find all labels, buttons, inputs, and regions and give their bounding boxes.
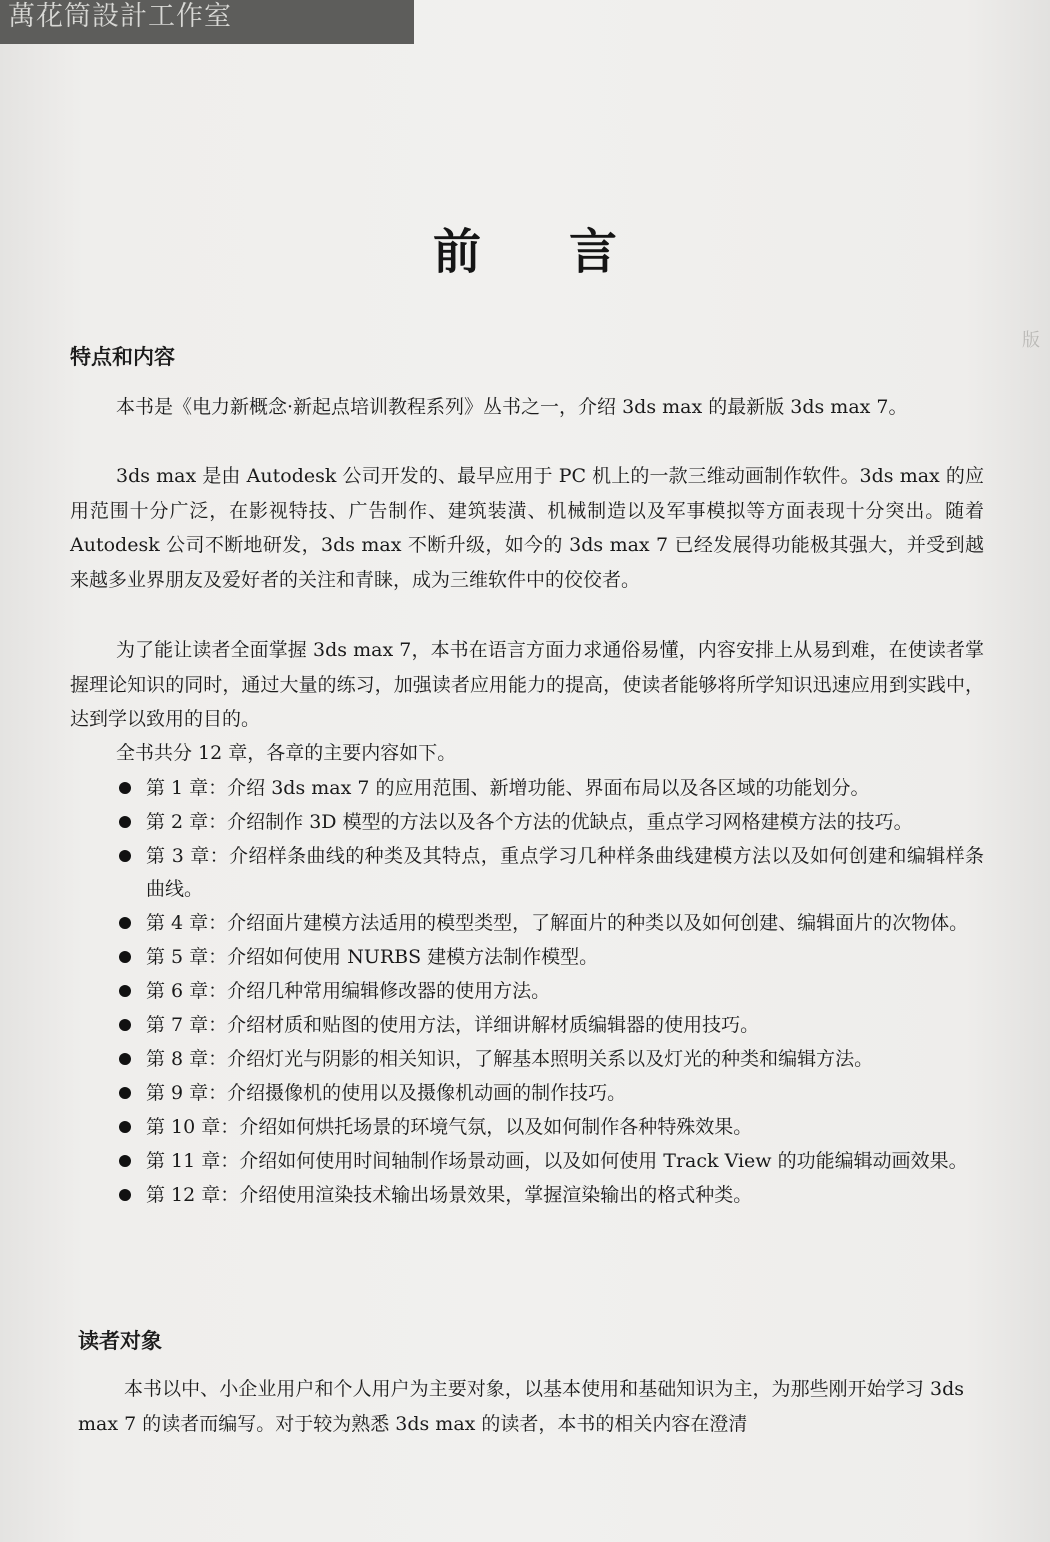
chapter-item [116,1009,984,1042]
chapter-text: 第 6 章：介绍几种常用编辑修改器的使用方法。 [146,979,551,1002]
intro-paragraph-3: 为了能让读者全面掌握 3ds max 7，本书在语言方面力求通俗易懂，内容安排上从易到难，在使读者掌握理论知识的同时，通过大量的练习，加强读者应用能力的提高，使读者能够将所学知识迅速应用到实践中，达到学以致用的目的。 [70,639,984,730]
bullet-dot-icon [119,985,131,997]
audience-paragraph: 本书以中、小企业用户和个人用户为主要对象，以基本使用和基础知识为主，为那些刚开始学习 3ds max 7 的读者而编写。对于较为熟悉 3ds max 的读者，本书的相关内容在澄清 [78,1378,964,1435]
section-heading-features: 特点和内容 [70,345,175,369]
chapter-item [116,772,984,805]
chapter-item [116,941,984,974]
intro-paragraph-1: 本书是《电力新概念·新起点培训教程系列》丛书之一，介绍 3ds max 的最新版 3ds max 7。 [116,396,908,418]
chapter-item [116,1111,984,1144]
chapter-text: 第 12 章：介绍使用渲染技术输出场景效果，掌握渲染输出的格式种类。 [146,1183,753,1206]
chapter-text: 第 8 章：介绍灯光与阴影的相关知识，了解基本照明关系以及灯光的种类和编辑方法。 [146,1047,874,1070]
intro-paragraph-2: 3ds max 是由 Autodesk 公司开发的、最早应用于 PC 机上的一款三维动画制作软件。3ds max 的应用范围十分广泛，在影视特技、广告制作、建筑装潢、机械制造以及军事模拟等方面表现十分突出。随着 Autodesk 公司不断地研发，3ds max 不断升级，如今的 3ds max 7 已经发展得功能极其强大，并受到越来越多业界朋友及爱好者的关注和青睐，成为三维软件中的佼佼者。 [70,465,984,591]
chapter-text: 第 4 章：介绍面片建模方法适用的模型类型，了解面片的种类以及如何创建、编辑面片的次物体。 [146,911,969,934]
section-heading-audience: 读者对象 [78,1329,162,1353]
chapter-text: 第 7 章：介绍材质和贴图的使用方法，详细讲解材质编辑器的使用技巧。 [146,1013,760,1036]
watermark-banner: 萬花筒設計工作室 [0,0,414,44]
chapter-item [116,806,984,839]
intro-paragraph-4: 全书共分 12 章，各章的主要内容如下。 [116,742,457,764]
bullet-dot-icon [119,1155,131,1167]
chapter-item [116,1077,984,1110]
bullet-dot-icon [119,850,131,862]
bullet-dot-icon [119,917,131,929]
chapter-text: 第 3 章：介绍样条曲线的种类及其特点，重点学习几种样条曲线建模方法以及如何创建和编辑样条曲线。 [146,845,984,900]
bullet-dot-icon [119,1121,131,1133]
chapter-item [116,840,984,905]
chapter-list [116,772,984,1213]
chapter-text: 第 2 章：介绍制作 3D 模型的方法以及各个方法的优缺点，重点学习网格建模方法的技巧。 [146,811,913,833]
chapter-item [116,975,984,1008]
bullet-dot-icon [119,1087,131,1099]
margin-mark: 版 [1022,330,1040,351]
chapter-item [116,1145,984,1178]
chapter-text: 第 5 章：介绍如何使用 NURBS 建模方法制作模型。 [146,945,599,968]
bullet-dot-icon [119,782,131,794]
bullet-dot-icon [119,1053,131,1065]
chapter-text: 第 10 章：介绍如何烘托场景的环境气氛，以及如何制作各种特殊效果。 [146,1115,753,1138]
bullet-dot-icon [119,951,131,963]
bullet-dot-icon [119,1189,131,1201]
chapter-text: 第 9 章：介绍摄像机的使用以及摄像机动画的制作技巧。 [146,1081,627,1104]
chapter-text: 第 11 章：介绍如何使用时间轴制作场景动画，以及如何使用 Track View 的功能编辑动画效果。 [146,1149,968,1172]
chapter-text: 第 1 章：介绍 3ds max 7 的应用范围、新增功能、界面布局以及各区域的功能划分。 [146,777,870,799]
page-title: 前言 [432,224,705,280]
bullet-dot-icon [119,1019,131,1031]
bullet-dot-icon [119,816,131,828]
chapter-item [116,907,984,940]
chapter-item [116,1179,984,1212]
chapter-item [116,1043,984,1076]
